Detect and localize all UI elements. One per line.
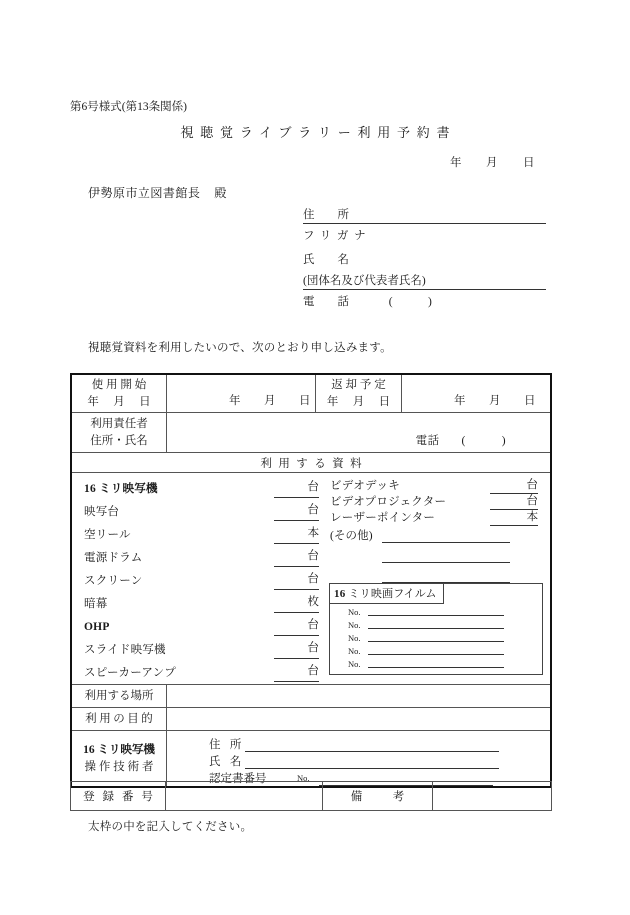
main-form-table xyxy=(70,373,552,788)
technician-name-label: 氏 名 xyxy=(209,756,245,768)
technician-address-label: 住 所 xyxy=(209,739,245,751)
applicant-block xyxy=(303,206,546,314)
date-day-label: 日 xyxy=(523,157,536,169)
responsible-person-field[interactable] xyxy=(167,413,550,452)
equipment-name: スライド映写機 xyxy=(84,644,166,656)
applicant-furigana-row xyxy=(303,227,546,251)
applicant-group-label: (団体名及び代表者氏名) xyxy=(303,275,426,287)
return-date-label-line1: 返 却 予 定 xyxy=(331,378,386,391)
responsible-person-tel xyxy=(416,432,506,448)
start-year-label: 年 xyxy=(229,395,242,407)
equipment-name: 空リール xyxy=(84,529,131,541)
equipment-qty-field[interactable]: 台 xyxy=(274,662,319,682)
film-no-label: No. xyxy=(348,620,361,630)
equipment-qty-field[interactable]: 台 xyxy=(490,494,538,510)
list-item xyxy=(330,494,542,510)
equipment-name: ビデオプロジェクター xyxy=(330,496,447,508)
equipment-name: 映写台 xyxy=(84,506,120,518)
technician-address-rule[interactable] xyxy=(245,751,499,752)
technician-address-row xyxy=(209,737,499,754)
note-field[interactable] xyxy=(433,782,551,810)
equipment-name: スピーカーアンプ xyxy=(84,667,177,679)
usage-place-field[interactable] xyxy=(167,685,550,707)
applicant-furigana-label: フリガナ xyxy=(303,230,372,242)
applicant-tel-row xyxy=(303,293,546,314)
film-no-rule[interactable] xyxy=(368,654,504,655)
start-date-label-line1: 使 用 開 始 xyxy=(91,378,147,391)
equipment-list-right xyxy=(330,478,542,586)
film-no-row xyxy=(348,643,504,656)
technician-label-line2: 操 作 技 術 者 xyxy=(84,760,154,773)
note-label-text: 備 考 xyxy=(350,791,407,803)
other-equipment-row xyxy=(330,546,542,566)
date-row xyxy=(72,375,550,413)
film-box-title xyxy=(330,584,444,604)
film-no-rule[interactable] xyxy=(368,667,504,668)
start-date-field[interactable] xyxy=(167,375,316,412)
addressee-name: 伊勢原市立図書館長 xyxy=(88,186,201,200)
equipment-name: 16 ミリ映写機 xyxy=(84,483,158,495)
technician-cert-label: 認定書番号 xyxy=(209,773,267,785)
film-no-row xyxy=(348,604,504,617)
registration-number-label xyxy=(71,782,166,810)
film-no-label: No. xyxy=(348,633,361,643)
addressee-honorific: 殿 xyxy=(214,186,227,200)
start-month-label: 月 xyxy=(264,395,277,407)
usage-purpose-label-text: 利用の目的 xyxy=(85,712,156,725)
applicant-group-row xyxy=(303,272,546,293)
equipment-qty-field[interactable]: 本 xyxy=(274,524,319,544)
applicant-tel-label: 電 話 xyxy=(303,296,355,308)
applicant-tel-paren[interactable]: ( ) xyxy=(388,296,433,308)
other-equipment-rule[interactable] xyxy=(382,562,510,563)
equipment-qty-field[interactable]: 台 xyxy=(274,616,319,636)
other-equipment-row xyxy=(330,526,542,546)
film-no-rule[interactable] xyxy=(368,641,504,642)
start-date-label xyxy=(72,375,167,412)
return-date-field[interactable] xyxy=(402,375,550,412)
date-month-label: 月 xyxy=(486,157,499,169)
responsible-person-label xyxy=(72,413,167,452)
other-equipment-rule[interactable] xyxy=(382,542,510,543)
equipment-qty-field[interactable]: 台 xyxy=(274,547,319,567)
technician-label-line1: 16 ミリ映写機 xyxy=(83,743,155,756)
equipment-name: スクリーン xyxy=(84,575,143,587)
applicant-address-row xyxy=(303,206,546,227)
film-no-row xyxy=(348,656,504,669)
return-date-ymd xyxy=(454,392,536,408)
materials-section-title: 利用する資料 xyxy=(260,457,369,470)
addressee xyxy=(88,184,227,201)
technician-row xyxy=(72,731,550,786)
registration-number-field[interactable] xyxy=(166,782,323,810)
return-month-label: 月 xyxy=(489,395,502,407)
equipment-qty-field[interactable]: 台 xyxy=(490,478,538,494)
applicant-address-rule[interactable] xyxy=(303,223,546,224)
start-date-label-line2: 年 月 日 xyxy=(87,395,151,408)
applicant-address-label: 住 所 xyxy=(303,209,355,221)
usage-place-label xyxy=(72,685,167,707)
page-title: 視聴覚ライブラリー利用予約書 xyxy=(180,125,457,140)
equipment-qty-field[interactable]: 台 xyxy=(274,570,319,590)
technician-name-row xyxy=(209,754,499,771)
footer-note: 太枠の中を記入してください。 xyxy=(88,821,253,833)
film-no-label: No. xyxy=(348,646,361,656)
film-no-rule[interactable] xyxy=(368,628,504,629)
office-use-table xyxy=(70,781,552,811)
equipment-name: レーザーポインター xyxy=(330,512,436,524)
film-no-row xyxy=(348,630,504,643)
usage-purpose-field[interactable] xyxy=(167,708,550,730)
usage-purpose-label xyxy=(72,708,167,730)
equipment-name: ビデオデッキ xyxy=(330,480,400,492)
responsible-person-label-line1: 利用責任者 xyxy=(90,417,148,430)
technician-fields xyxy=(167,731,550,786)
film-no-label: No. xyxy=(348,607,361,617)
usage-place-label-text: 利用する場所 xyxy=(84,689,154,702)
applicant-group-rule[interactable] xyxy=(303,289,546,290)
registration-number-label-text: 登 録 番 号 xyxy=(83,791,156,803)
technician-cert-no-label: No. xyxy=(297,773,310,783)
applicant-name-label: 氏 名 xyxy=(303,254,355,266)
list-item xyxy=(330,510,542,526)
return-date-label-line2: 年 月 日 xyxy=(326,395,391,408)
equipment-qty-field[interactable]: 台 xyxy=(274,478,319,498)
return-day-label: 日 xyxy=(524,395,537,407)
equipment-name: OHP xyxy=(84,621,110,633)
equipment-name: 暗幕 xyxy=(84,598,108,610)
equipment-section xyxy=(72,473,550,685)
return-year-label: 年 xyxy=(454,395,467,407)
usage-place-row xyxy=(72,685,550,708)
equipment-qty-field[interactable]: 枚 xyxy=(274,593,319,613)
responsible-person-label-line2: 住所・氏名 xyxy=(90,434,148,447)
start-day-label: 日 xyxy=(299,395,312,407)
usage-purpose-row xyxy=(72,708,550,731)
other-equipment-label: (その他) xyxy=(330,530,373,542)
equipment-qty-field[interactable]: 台 xyxy=(274,639,319,659)
responsible-person-tel-label: 電話 xyxy=(415,435,440,447)
technician-label xyxy=(72,731,167,786)
submission-date-line xyxy=(450,154,536,170)
film-box-title-number: 16 xyxy=(334,588,346,600)
date-year-label: 年 xyxy=(450,157,463,169)
materials-section-header xyxy=(72,453,550,473)
responsible-person-tel-paren[interactable]: ( ) xyxy=(461,435,506,447)
return-date-label xyxy=(316,375,402,412)
form-number: 第6号様式(第13条関係) xyxy=(70,101,187,113)
equipment-name: 電源ドラム xyxy=(84,552,143,564)
technician-name-rule[interactable] xyxy=(245,768,499,769)
film-box-title-text: ミリ映画フイルム xyxy=(345,588,437,600)
film-no-rule[interactable] xyxy=(368,615,504,616)
film-reservation-box xyxy=(329,583,543,675)
equipment-qty-field[interactable]: 台 xyxy=(274,501,319,521)
list-item xyxy=(330,478,542,494)
applicant-name-row xyxy=(303,251,546,272)
start-date-ymd xyxy=(229,392,311,408)
note-label xyxy=(323,782,433,810)
equipment-qty-field[interactable]: 本 xyxy=(490,510,538,526)
lead-sentence: 視聴覚資料を利用したいので、次のとおり申し込みます。 xyxy=(88,342,392,354)
film-no-row xyxy=(348,617,504,630)
responsible-person-row xyxy=(72,413,550,453)
film-no-label: No. xyxy=(348,659,361,669)
